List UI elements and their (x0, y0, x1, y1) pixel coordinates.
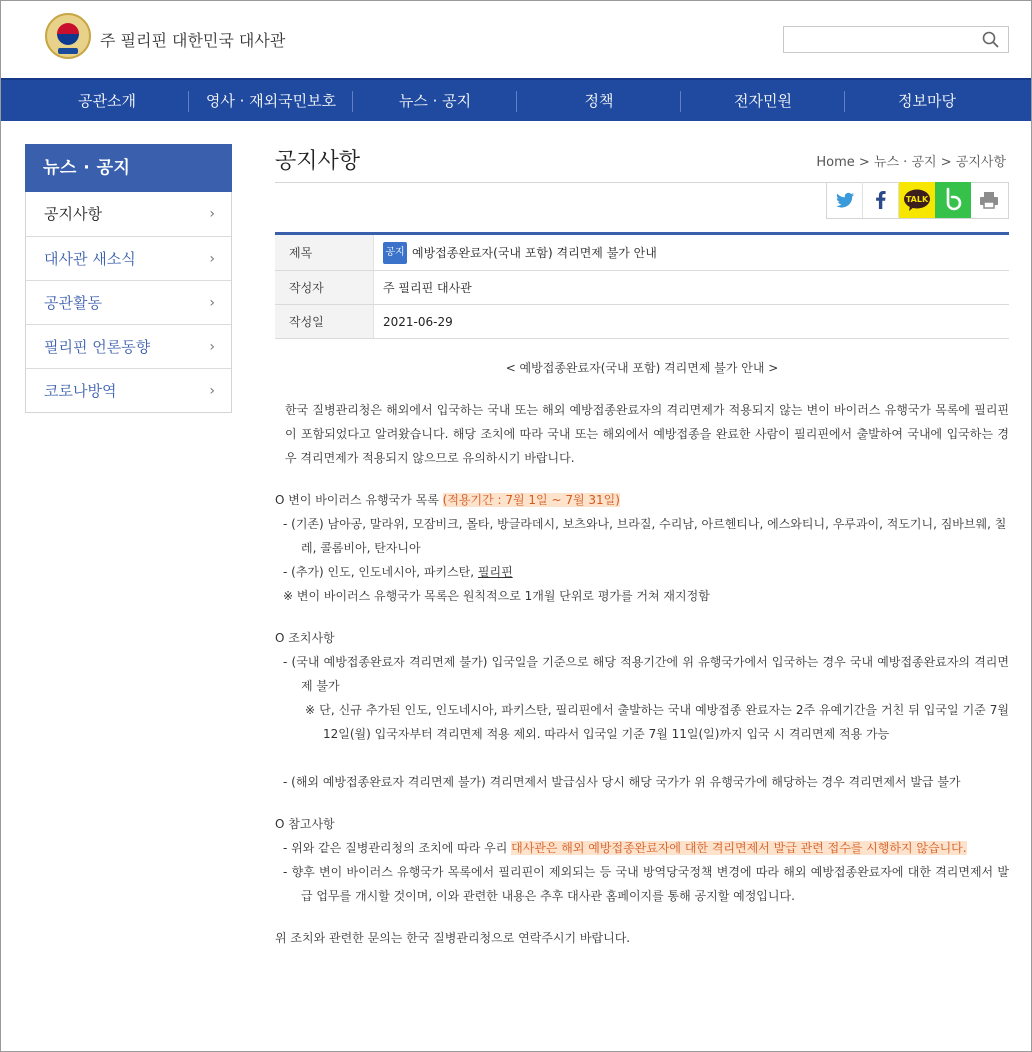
body-closing: 위 조치와 관련한 문의는 한국 질병관리청으로 연락주시기 바랍니다. (275, 931, 631, 945)
meta-title-label: 제목 (275, 235, 374, 270)
print-icon (971, 182, 1007, 218)
kakaotalk-label: TALK (905, 195, 929, 204)
search-icon[interactable] (982, 31, 999, 48)
meta-date-label: 작성일 (275, 305, 374, 338)
sidebar-menu (25, 192, 232, 413)
kakaotalk-icon (899, 182, 935, 218)
breadcrumb (816, 151, 1006, 170)
facebook-share-button[interactable] (863, 182, 899, 218)
chevron-right-icon: › (209, 383, 215, 399)
added-philippines: 필리핀 (477, 565, 513, 579)
twitter-icon (827, 182, 863, 218)
meta-author-label: 작성자 (275, 271, 374, 304)
main-nav (1, 78, 1031, 121)
band-share-button[interactable] (935, 182, 971, 218)
facebook-icon (863, 182, 899, 218)
print-button[interactable] (971, 182, 1007, 218)
nav-item-e-civil[interactable]: 전자민원 (734, 92, 792, 110)
chevron-right-icon: › (209, 295, 215, 311)
note-reevaluation: ※ 변이 바이러스 유행국가 목록은 원칙적으로 1개월 단위로 평가를 거쳐 재지정함 (283, 589, 710, 603)
sidebar-item-label: 코로나방역 (44, 382, 117, 400)
kakaotalk-share-button[interactable] (899, 182, 935, 218)
nav-item-policy[interactable]: 정책 (584, 92, 614, 110)
nav-item-consular[interactable]: 영사 · 재외국민보호 (205, 92, 337, 110)
chevron-right-icon: › (209, 251, 215, 267)
meta-date-value: 2021-06-29 (383, 314, 453, 329)
section-title: O 참고사항 (275, 817, 335, 831)
breadcrumb-current[interactable]: 공지사항 (955, 155, 1006, 170)
section-title: O 변이 바이러스 유행국가 목록 (275, 493, 439, 507)
meta-row-title (275, 235, 1009, 271)
sidebar-item-activities[interactable] (26, 280, 231, 324)
note-grace-period: ※ 단, 신규 추가된 인도, 인도네시아, 파키스탄, 필리핀에서 출발하는 국내 예방접종 완료자는 2주 유예기간을 거친 뒤 입국일 기준 7월 12일(월) 입국자부터 격리면제 적용 제외. 따라서 입국일 기준 7월 11일(일)까지 입국 시 격리면제 적용 가능 (305, 703, 1009, 741)
sidebar-item-label: 공지사항 (44, 205, 102, 223)
page-title: 공지사항 (275, 149, 361, 174)
body-intro: 한국 질병관리청은 해외에서 입국하는 국내 또는 해외 예방접종완료자의 격리면제가 적용되지 않는 변이 바이러스 유행국가 목록에 필리핀이 포함되었다고 알려왔습니다. 해당 조치에 따라 국내 또는 해외에서 예방접종을 완료한 사람이 필리핀에서 출발하여 국내에 입국하는 경우 격리면제가 적용되지 않으므로 유의하시기 바랍니다. (285, 403, 1009, 465)
list-item-added (275, 560, 1009, 584)
sidebar-item-press-trends[interactable] (26, 324, 231, 368)
embassy-emblem-icon[interactable] (45, 13, 91, 59)
meta-author-value: 주 필리핀 대사관 (383, 281, 472, 295)
sidebar-item-label: 공관활동 (44, 294, 102, 312)
section-title: O 조치사항 (275, 631, 335, 645)
twitter-share-button[interactable] (827, 182, 863, 218)
post-meta-table (275, 232, 1009, 339)
nav-item-news[interactable]: 뉴스 · 공지 (398, 92, 472, 110)
sidebar-item-label: 필리핀 언론동향 (44, 338, 151, 356)
highlight-no-application: 대사관은 해외 예방접종완료자에 대한 격리면제서 발급 관련 접수를 시행하지 않습니다. (511, 841, 967, 855)
search-input[interactable] (784, 27, 974, 52)
share-bar (826, 182, 1009, 219)
chevron-right-icon: › (209, 339, 215, 355)
added-countries: - (추가) 인도, 인도네시아, 파키스탄, (283, 565, 478, 579)
notice-prefix: - 위와 같은 질병관리청의 조치에 따라 우리 (283, 841, 512, 855)
band-icon (935, 182, 971, 218)
list-item-overseas: - (해외 예방접종완료자 격리면제 불가) 격리면제서 발급심사 당시 해당 국가가 위 유행국가에 해당하는 경우 격리면제서 발급 불가 (283, 775, 961, 789)
sidebar-heading: 뉴스 · 공지 (25, 144, 232, 192)
post-title: 예방접종완료자(국내 포함) 격리면제 불가 안내 (412, 246, 657, 260)
list-item-domestic: - (국내 예방접종완료자 격리면제 불가) 입국일을 기준으로 해당 적용기간에 위 유행국가에서 입국하는 경우 국내 예방접종완료자의 격리면제 불가 (283, 655, 1009, 693)
breadcrumb-separator: > (858, 155, 870, 170)
sidebar-item-covid[interactable] (26, 368, 231, 412)
site-header (1, 1, 1031, 78)
search-box (783, 26, 1009, 53)
list-item-future: - 향후 변이 바이러스 유행국가 목록에서 필리핀이 제외되는 등 국내 방역당국정책 변경에 따라 해외 예방접종완료자에 대한 격리면제서 발급 업무를 개시할 것이며, 이와 관련한 내용은 추후 대사관 홈페이지를 통해 공지할 예정입니다. (283, 865, 1009, 903)
meta-row-date (275, 305, 1009, 339)
sidebar-item-notices[interactable] (26, 192, 231, 236)
sidebar-item-embassy-news[interactable] (26, 236, 231, 280)
list-item-embassy-notice (275, 836, 1009, 860)
nav-item-about[interactable]: 공관소개 (78, 92, 136, 110)
breadcrumb-home[interactable]: Home (816, 155, 855, 170)
notice-badge: 공지 (383, 242, 407, 264)
breadcrumb-separator: > (940, 155, 952, 170)
nav-item-info[interactable]: 정보마당 (898, 92, 956, 110)
breadcrumb-news[interactable]: 뉴스 · 공지 (873, 155, 937, 170)
highlight-period: (적용기간 : 7월 1일 ~ 7월 31일) (442, 493, 620, 507)
site-title[interactable]: 주 필리핀 대한민국 대사관 (100, 31, 286, 50)
section-variant-list (275, 488, 1009, 512)
post-body (275, 356, 1009, 950)
body-heading: < 예방접종완료자(국내 포함) 격리면제 불가 안내 > (505, 361, 779, 375)
sidebar-item-label: 대사관 새소식 (44, 250, 136, 268)
meta-title-cell (374, 242, 657, 264)
chevron-right-icon: › (209, 206, 215, 222)
meta-row-author (275, 271, 1009, 305)
list-item-existing: - (기존) 남아공, 말라위, 모잠비크, 몰타, 방글라데시, 보츠와나, 브라질, 수리남, 아르헨티나, 에스와티니, 우루과이, 적도기니, 짐바브웨, 칠레, 콜롬비아, 탄자니아 (283, 517, 1007, 555)
